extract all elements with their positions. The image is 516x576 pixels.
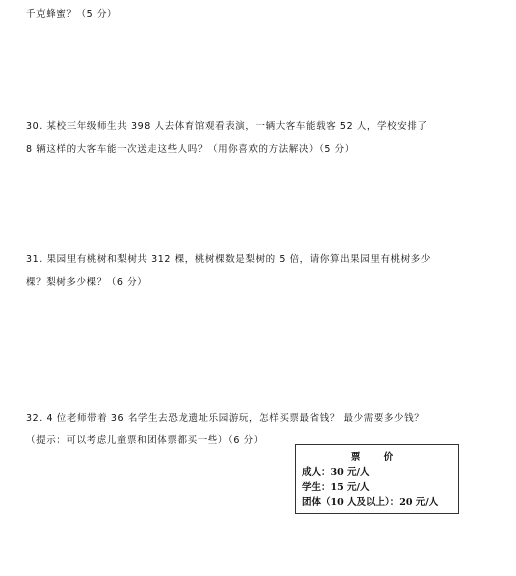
question-30-line-2: 8 辆这样的大客车能一次送走这些人吗？（用你喜欢的方法解决）（5 分）: [26, 144, 355, 155]
ticket-price-title: 票 价: [350, 452, 404, 463]
price-adult: 成人：30 元/人: [302, 467, 370, 478]
question-29-tail: 千克蜂蜜？（5 分）: [26, 9, 118, 20]
question-32-line-1: 32. 4 位老师带着 36 名学生去恐龙遗址乐园游玩，怎样买票最省钱？ 最少需要多少钱？: [26, 413, 425, 424]
question-31-line-1: 31. 果园里有桃树和梨树共 312 棵，桃树棵数是梨树的 5 倍，请你算出果园里有桃树多少: [26, 254, 431, 265]
price-student: 学生：15 元/人: [302, 482, 370, 493]
ticket-price-table: [295, 444, 459, 514]
question-32-line-2: （提示：可以考虑儿童票和团体票都买一些）（6 分）: [26, 435, 264, 446]
price-group: 团体（10 人及以上）：20 元/人: [302, 497, 439, 508]
question-30-line-1: 30. 某校三年级师生共 398 人去体育馆观看表演，一辆大客车能载客 52 人，学校安排了: [26, 121, 428, 132]
question-31-line-2: 棵？梨树多少棵？（6 分）: [26, 277, 148, 288]
